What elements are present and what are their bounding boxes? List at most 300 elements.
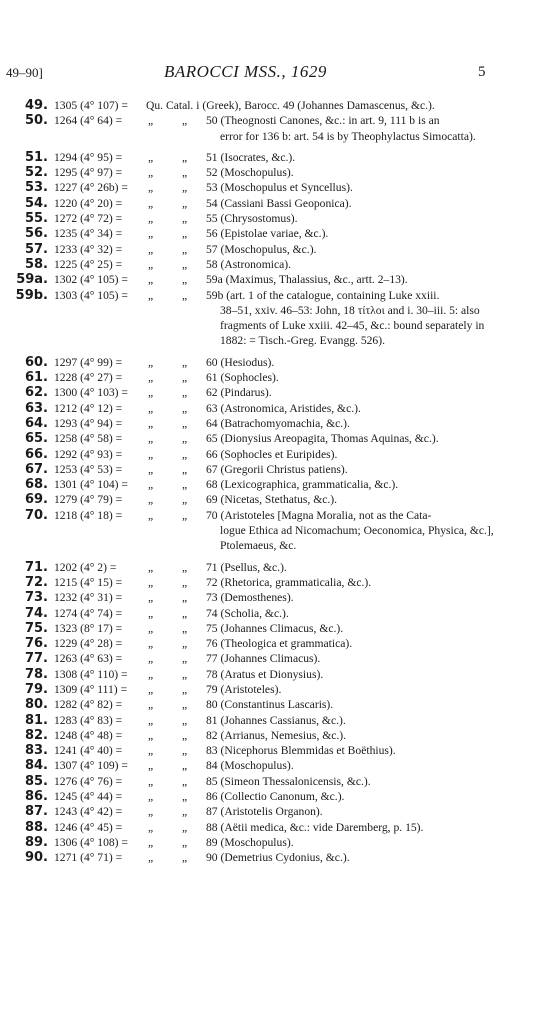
ditto-mark: „ — [182, 288, 188, 302]
shelfmark: 1228 (4° 27) = — [54, 371, 123, 385]
entry-number: 59b. — [15, 287, 48, 303]
ditto-mark: „ — [148, 508, 154, 522]
ditto-mark: „ — [148, 575, 154, 589]
catalogue-entry — [0, 774, 560, 789]
entry-description: 57 (Moschopulus, &c.). — [206, 242, 317, 256]
ditto-mark: „ — [148, 273, 154, 287]
entry-number: 84. — [24, 758, 48, 774]
catalogue-entry — [0, 850, 560, 865]
ditto-mark: „ — [148, 835, 154, 849]
ditto-mark: „ — [182, 257, 188, 271]
entry-description-block — [206, 508, 496, 554]
entry-number: 53. — [24, 180, 48, 196]
ditto-mark: „ — [148, 667, 154, 681]
ditto-mark: „ — [148, 166, 154, 180]
entry-number: 49. — [24, 98, 48, 113]
ditto-mark: „ — [182, 805, 188, 819]
entry-description-block — [206, 165, 496, 180]
ditto-mark: „ — [182, 621, 188, 635]
catalogue-entry — [0, 242, 560, 257]
catalogue-entry — [0, 401, 560, 416]
entry-description: 79 (Aristoteles). — [206, 682, 282, 696]
entry-number: 56. — [24, 226, 48, 242]
entry-number: 79. — [24, 681, 48, 697]
entry-description: 76 (Theologica et grammatica). — [206, 637, 353, 651]
catalogue-entries — [0, 98, 560, 866]
catalogue-entry — [0, 697, 560, 712]
entry-description-block — [206, 150, 496, 165]
shelfmark: 1263 (4° 63) = — [54, 652, 123, 666]
ditto-mark: „ — [148, 196, 154, 210]
catalogue-entry — [0, 636, 560, 651]
entry-number: 61. — [24, 370, 48, 386]
entry-number: 52. — [24, 165, 48, 181]
entry-description: 82 (Arrianus, Nemesius, &c.). — [206, 728, 347, 742]
entry-description-block — [206, 447, 496, 462]
entry-number: 72. — [24, 574, 48, 590]
ditto-mark: „ — [148, 242, 154, 256]
catalogue-entry — [0, 560, 560, 575]
ditto-mark: „ — [182, 508, 188, 522]
catalogue-entry — [0, 477, 560, 492]
entry-number: 75. — [24, 620, 48, 636]
entry-number: 70. — [24, 507, 48, 523]
entry-description: 81 (Johannes Cassianus, &c.). — [206, 713, 346, 727]
ditto-mark: „ — [182, 774, 188, 788]
entry-description-continued: 38–51, xxiv. 46–53: John, 18 τίτλοι and i. 30–iii. 5: also fragments of Luke xxiii. 42–45, &c.: bound separately in 1882: = Tisch.-Greg. Evangg. 526). — [220, 303, 485, 348]
shelfmark: 1215 (4° 15) = — [54, 575, 123, 589]
entry-description: 52 (Moschopulus). — [206, 166, 294, 180]
entry-description-block — [206, 272, 496, 287]
ditto-mark: „ — [148, 805, 154, 819]
ditto-mark: „ — [148, 621, 154, 635]
entry-description: 63 (Astronomica, Aristides, &c.). — [206, 401, 361, 415]
entry-description-block — [206, 651, 496, 666]
entry-description: 74 (Scholia, &c.). — [206, 606, 289, 620]
ditto-mark: „ — [148, 288, 154, 302]
shelfmark: 1218 (4° 18) = — [54, 508, 123, 522]
ditto-mark: „ — [182, 150, 188, 164]
catalogue-entry — [0, 196, 560, 211]
catalogue-entry — [0, 272, 560, 287]
entry-description-block — [206, 462, 496, 477]
entry-description: 78 (Aratus et Dionysius). — [206, 667, 324, 681]
entry-description: 65 (Dionysius Areopagita, Thomas Aquinas, &c.). — [206, 432, 439, 446]
shelfmark: 1232 (4° 31) = — [54, 591, 123, 605]
ditto-mark: „ — [148, 728, 154, 742]
entry-description-block — [206, 196, 496, 211]
entry-description: 53 (Moschopulus et Syncellus). — [206, 181, 353, 195]
shelfmark: 1243 (4° 42) = — [54, 805, 123, 819]
entry-description: 54 (Cassiani Bassi Geoponica). — [206, 196, 352, 210]
catalogue-entry — [0, 651, 560, 666]
shelfmark: 1305 (4° 107) = — [54, 99, 128, 112]
ditto-mark: „ — [148, 606, 154, 620]
entry-description-block — [206, 774, 496, 789]
shelfmark: 1225 (4° 25) = — [54, 257, 123, 271]
catalogue-entry — [0, 150, 560, 165]
catalogue-entry — [0, 758, 560, 773]
shelfmark: 1212 (4° 12) = — [54, 401, 123, 415]
ditto-mark: „ — [182, 242, 188, 256]
shelfmark: 1233 (4° 32) = — [54, 242, 123, 256]
ditto-mark: „ — [182, 478, 188, 492]
entry-range: 49–90] — [6, 65, 43, 80]
ditto-mark: „ — [148, 462, 154, 476]
entry-description-block — [206, 590, 496, 605]
entry-description: 75 (Johannes Climacus, &c.). — [206, 621, 344, 635]
entry-description-block — [206, 636, 496, 651]
entry-number: 86. — [24, 789, 48, 805]
entry-description-block — [206, 606, 496, 621]
shelfmark: 1307 (4° 109) = — [54, 759, 128, 773]
entry-description-block — [206, 850, 496, 865]
entry-description-block — [206, 401, 496, 416]
entry-number: 73. — [24, 590, 48, 606]
entry-description: 84 (Moschopulus). — [206, 759, 294, 773]
page-title: BAROCCI MSS., 1629 — [164, 62, 327, 81]
ditto-mark: „ — [182, 560, 188, 574]
catalogue-entry — [0, 113, 560, 144]
catalogue-entry — [0, 257, 560, 272]
ditto-mark: „ — [182, 371, 188, 385]
entry-description-block — [206, 288, 496, 349]
ditto-mark: „ — [148, 181, 154, 195]
entry-number: 88. — [24, 819, 48, 835]
entry-number: 78. — [24, 666, 48, 682]
entry-description: 72 (Rhetorica, grammaticalia, &c.). — [206, 575, 372, 589]
entry-description-block — [206, 180, 496, 195]
entry-number: 76. — [24, 636, 48, 652]
entry-description: 60 (Hesiodus). — [206, 355, 275, 369]
shelfmark: 1303 (4° 105) = — [54, 288, 128, 302]
ditto-mark: „ — [182, 606, 188, 620]
shelfmark: 1308 (4° 110) = — [54, 667, 128, 681]
ditto-mark: „ — [148, 150, 154, 164]
entry-description-block — [206, 682, 496, 697]
catalogue-entry — [0, 820, 560, 835]
ditto-mark: „ — [182, 447, 188, 461]
entry-number: 82. — [24, 727, 48, 743]
shelfmark: 1227 (4° 26b) = — [54, 181, 128, 195]
entry-number: 51. — [24, 149, 48, 165]
entry-description-block — [206, 667, 496, 682]
catalogue-entry — [0, 804, 560, 819]
catalogue-entry — [0, 606, 560, 621]
entry-description: 69 (Nicetas, Stethatus, &c.). — [206, 493, 338, 507]
shelfmark: 1282 (4° 82) = — [54, 698, 123, 712]
entry-number: 87. — [24, 804, 48, 820]
shelfmark: 1253 (4° 53) = — [54, 462, 123, 476]
ditto-mark: „ — [182, 637, 188, 651]
catalogue-entry — [0, 431, 560, 446]
entry-description-block — [206, 477, 496, 492]
entry-number: 90. — [24, 850, 48, 866]
ditto-mark: „ — [148, 371, 154, 385]
entry-number: 58. — [24, 256, 48, 272]
ditto-mark: „ — [148, 637, 154, 651]
entry-description-block — [206, 697, 496, 712]
entry-description: 55 (Chrysostomus). — [206, 212, 298, 226]
entry-description-block — [206, 370, 496, 385]
entry-description-block — [206, 416, 496, 431]
ditto-mark: „ — [182, 728, 188, 742]
shelfmark: 1246 (4° 45) = — [54, 820, 123, 834]
entry-description: 68 (Lexicographica, grammaticalia, &c.). — [206, 478, 399, 492]
entry-number: 65. — [24, 431, 48, 447]
entry-description: 83 (Nicephorus Blemmidas et Boëthius). — [206, 744, 396, 758]
ditto-mark: „ — [148, 447, 154, 461]
entry-description-block — [206, 355, 496, 370]
catalogue-entry — [0, 98, 560, 113]
ditto-mark: „ — [148, 355, 154, 369]
entry-number: 85. — [24, 773, 48, 789]
entry-description: 67 (Gregorii Christus patiens). — [206, 462, 348, 476]
entry-description: 51 (Isocrates, &c.). — [206, 150, 296, 164]
entry-number: 59a. — [16, 272, 48, 288]
catalogue-entry — [0, 682, 560, 697]
catalogue-entry — [0, 508, 560, 554]
catalogue-entry — [0, 180, 560, 195]
shelfmark: 1306 (4° 108) = — [54, 835, 128, 849]
ditto-mark: „ — [182, 273, 188, 287]
entry-description-block — [206, 385, 496, 400]
ditto-mark: „ — [148, 759, 154, 773]
shelfmark: 1293 (4° 94) = — [54, 416, 123, 430]
entry-description-block — [206, 226, 496, 241]
entry-number: 60. — [24, 354, 48, 370]
catalogue-entry — [0, 447, 560, 462]
entry-description-block — [206, 789, 496, 804]
shelfmark: 1279 (4° 79) = — [54, 493, 123, 507]
entry-number: 54. — [24, 195, 48, 211]
ditto-mark: „ — [148, 744, 154, 758]
entry-description: 77 (Johannes Climacus). — [206, 652, 321, 666]
entry-number: 69. — [24, 492, 48, 508]
entry-description-block — [206, 575, 496, 590]
entry-description: Qu. Catal. i (Greek), Barocc. 49 (Johannes Damascenus, &c.). — [146, 99, 435, 112]
ditto-mark: „ — [182, 416, 188, 430]
ditto-mark: „ — [148, 820, 154, 834]
shelfmark: 1264 (4° 64) = — [54, 114, 123, 128]
entry-description-block — [206, 431, 496, 446]
entry-description-block — [206, 492, 496, 507]
entry-number: 80. — [24, 697, 48, 713]
ditto-mark: „ — [182, 698, 188, 712]
catalogue-entry — [0, 165, 560, 180]
entry-description: 85 (Simeon Thessalonicensis, &c.). — [206, 774, 371, 788]
entry-number: 62. — [24, 385, 48, 401]
ditto-mark: „ — [182, 114, 188, 128]
entry-description-block — [206, 835, 496, 850]
shelfmark: 1220 (4° 20) = — [54, 196, 123, 210]
entry-description: 62 (Pindarus). — [206, 386, 272, 400]
entry-description-block — [206, 743, 496, 758]
entry-description-block — [206, 713, 496, 728]
shelfmark: 1258 (4° 58) = — [54, 432, 123, 446]
entry-number: 55. — [24, 211, 48, 227]
entry-description: 87 (Aristotelis Organon). — [206, 805, 323, 819]
catalogue-entry — [0, 728, 560, 743]
entry-number: 63. — [24, 400, 48, 416]
shelfmark: 1295 (4° 97) = — [54, 166, 123, 180]
ditto-mark: „ — [148, 591, 154, 605]
ditto-mark: „ — [148, 478, 154, 492]
ditto-mark: „ — [182, 790, 188, 804]
ditto-mark: „ — [182, 493, 188, 507]
catalogue-entry — [0, 743, 560, 758]
entry-description-block — [206, 758, 496, 773]
catalogue-entry — [0, 416, 560, 431]
entry-description-block — [206, 621, 496, 636]
catalogue-entry — [0, 621, 560, 636]
ditto-mark: „ — [182, 759, 188, 773]
ditto-mark: „ — [182, 682, 188, 696]
shelfmark: 1276 (4° 76) = — [54, 774, 123, 788]
entry-description-block — [206, 820, 496, 835]
catalogue-entry — [0, 575, 560, 590]
ditto-mark: „ — [182, 386, 188, 400]
shelfmark: 1294 (4° 95) = — [54, 150, 123, 164]
entry-number: 81. — [24, 712, 48, 728]
catalogue-entry — [0, 492, 560, 507]
ditto-mark: „ — [148, 227, 154, 241]
shelfmark: 1229 (4° 28) = — [54, 637, 123, 651]
ditto-mark: „ — [182, 462, 188, 476]
page-number: 5 — [478, 64, 486, 80]
entry-number: 67. — [24, 461, 48, 477]
ditto-mark: „ — [182, 591, 188, 605]
shelfmark: 1292 (4° 93) = — [54, 447, 123, 461]
ditto-mark: „ — [182, 401, 188, 415]
entry-number: 64. — [24, 415, 48, 431]
entry-description: 86 (Collectio Canonum, &c.). — [206, 790, 345, 804]
ditto-mark: „ — [182, 851, 188, 865]
shelfmark: 1309 (4° 111) = — [54, 682, 128, 696]
catalogue-entry — [0, 667, 560, 682]
entry-description: 73 (Demosthenes). — [206, 591, 294, 605]
entry-number: 57. — [24, 241, 48, 257]
shelfmark: 1274 (4° 74) = — [54, 606, 123, 620]
ditto-mark: „ — [148, 114, 154, 128]
shelfmark: 1271 (4° 71) = — [54, 851, 123, 865]
entry-number: 68. — [24, 477, 48, 493]
entry-description: 64 (Batrachomyomachia, &c.). — [206, 416, 350, 430]
ditto-mark: „ — [182, 227, 188, 241]
entry-description-block — [206, 728, 496, 743]
catalogue-entry — [0, 211, 560, 226]
ditto-mark: „ — [148, 386, 154, 400]
ditto-mark: „ — [182, 181, 188, 195]
ditto-mark: „ — [182, 166, 188, 180]
ditto-mark: „ — [148, 560, 154, 574]
catalogue-entry — [0, 226, 560, 241]
entry-description: 88 (Aëtii medica, &c.: vide Daremberg, p. 15). — [206, 820, 424, 834]
entry-number: 66. — [24, 446, 48, 462]
catalogue-entry — [0, 590, 560, 605]
shelfmark: 1323 (8° 17) = — [54, 621, 123, 635]
ditto-mark: „ — [148, 713, 154, 727]
catalogue-entry — [0, 462, 560, 477]
entry-description-block — [206, 804, 496, 819]
catalogue-entry — [0, 370, 560, 385]
catalogue-entry — [0, 713, 560, 728]
entry-description: 90 (Demetrius Cydonius, &c.). — [206, 851, 350, 865]
ditto-mark: „ — [182, 575, 188, 589]
entry-description-block — [206, 211, 496, 226]
catalogue-entry — [0, 355, 560, 370]
entry-description: 61 (Sophocles). — [206, 371, 279, 385]
shelfmark: 1241 (4° 40) = — [54, 744, 123, 758]
entry-description: 59b (art. 1 of the catalogue, containing Luke xxiii. — [206, 288, 440, 302]
shelfmark: 1245 (4° 44) = — [54, 790, 123, 804]
shelfmark: 1235 (4° 34) = — [54, 227, 123, 241]
entry-number: 74. — [24, 605, 48, 621]
ditto-mark: „ — [148, 416, 154, 430]
ditto-mark: „ — [182, 820, 188, 834]
ditto-mark: „ — [148, 790, 154, 804]
ditto-mark: „ — [148, 401, 154, 415]
ditto-mark: „ — [148, 652, 154, 666]
entry-description-continued: error for 136 b: art. 54 is by Theophylactus Simocatta). — [220, 129, 476, 143]
entry-description: 70 (Aristoteles [Magna Moralia, not as the Cata- — [206, 508, 432, 522]
entry-description: 50 (Theognosti Canones, &c.: in art. 9, 111 b is an — [206, 114, 440, 128]
ditto-mark: „ — [148, 698, 154, 712]
shelfmark: 1283 (4° 83) = — [54, 713, 123, 727]
ditto-mark: „ — [148, 432, 154, 446]
entry-number: 77. — [24, 651, 48, 667]
ditto-mark: „ — [182, 667, 188, 681]
ditto-mark: „ — [182, 432, 188, 446]
entry-description-block — [206, 242, 496, 257]
catalogue-entry — [0, 385, 560, 400]
ditto-mark: „ — [182, 652, 188, 666]
catalogue-entry — [0, 835, 560, 850]
page-header — [6, 62, 486, 84]
shelfmark: 1302 (4° 105) = — [54, 273, 128, 287]
entry-description: 80 (Constantinus Lascaris). — [206, 698, 334, 712]
entry-description-block — [206, 560, 496, 575]
entry-description-block — [206, 257, 496, 272]
entry-description-block — [206, 113, 496, 144]
ditto-mark: „ — [182, 355, 188, 369]
ditto-mark: „ — [148, 493, 154, 507]
catalogue-entry — [0, 288, 560, 349]
shelfmark: 1272 (4° 72) = — [54, 212, 123, 226]
entry-number: 89. — [24, 834, 48, 850]
shelfmark: 1202 (4° 2) = — [54, 560, 117, 574]
entry-number: 50. — [24, 113, 48, 129]
entry-description: 89 (Moschopulus). — [206, 835, 294, 849]
entry-description: 66 (Sophocles et Euripides). — [206, 447, 338, 461]
ditto-mark: „ — [148, 212, 154, 226]
entry-description: 71 (Psellus, &c.). — [206, 560, 287, 574]
ditto-mark: „ — [148, 851, 154, 865]
shelfmark: 1248 (4° 48) = — [54, 728, 123, 742]
shelfmark: 1297 (4° 99) = — [54, 355, 123, 369]
ditto-mark: „ — [148, 257, 154, 271]
entry-description-continued: logue Ethica ad Nicomachum; Oeconomica, Physica, &c.], Ptolemaeus, &c. — [220, 524, 494, 553]
entry-description: 58 (Astronomica). — [206, 257, 292, 271]
shelfmark: 1300 (4° 103) = — [54, 386, 128, 400]
ditto-mark: „ — [182, 744, 188, 758]
entry-number: 83. — [24, 743, 48, 759]
ditto-mark: „ — [182, 835, 188, 849]
ditto-mark: „ — [148, 682, 154, 696]
entry-number: 71. — [24, 559, 48, 575]
ditto-mark: „ — [182, 212, 188, 226]
shelfmark: 1301 (4° 104) = — [54, 478, 128, 492]
